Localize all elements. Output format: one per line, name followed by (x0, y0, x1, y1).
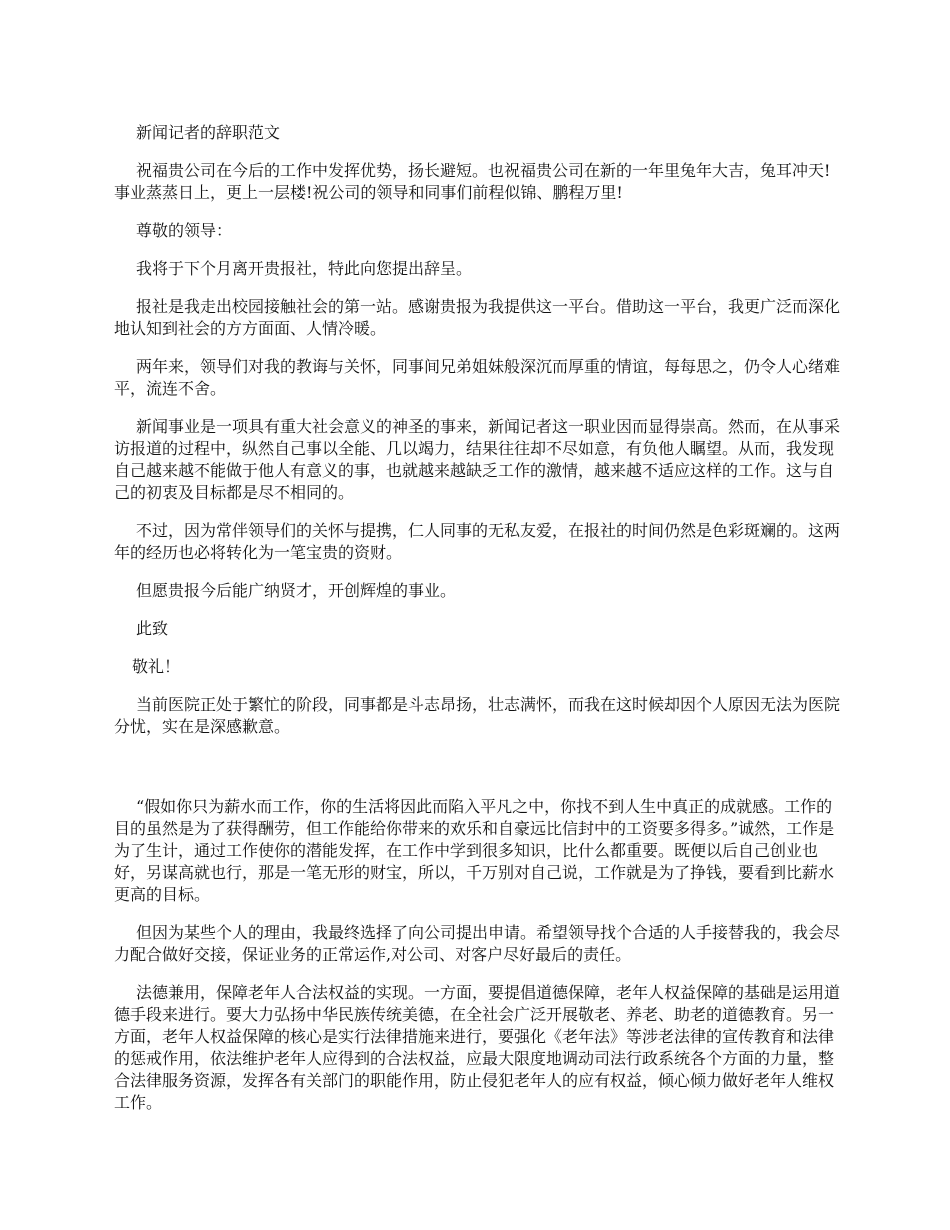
paragraph-cizhi: 此致 (136, 619, 169, 638)
blank-gap (114, 754, 840, 796)
document-body (114, 122, 840, 1130)
paragraph-first-station: 报社是我走出校园接触社会的第一站。感谢贵报为我提供这一平台。借助这一平台，我更广泛而深化地认知到社会的方方面面、人情冷暖。 (114, 297, 841, 338)
paragraph-salary-quote: “假如你只为薪水而工作，你的生活将因此而陷入平凡之中，你找不到人生中真正的成就感。工作的目的虽然是为了获得酬劳，但工作能给你带来的欢乐和自豪远比信封中的工资要多得多。”诚然，工作是为了生计，通过工作使你的潜能发挥，在工作中学到很多知识，比什么都重要。既便以后自己创业也好，另谋高就也行，那是一笔无形的财宝，所以，千万别对自己说，工作就是为了挣钱，要看到比薪水更高的目标。 (114, 797, 835, 904)
paragraph-elderly-rights: 法德兼用，保障老年人合法权益的实现。一方面，要提倡道德保障，老年人权益保障的基础是运用道德手段来进行。要大力弘扬中华民族传统美德，在全社会广泛开展敬老、养老、助老的道德教育。另一方面，老年人权益保障的核心是实行法律措施来进行，要强化《老年法》等涉老法律的宣传教育和法律的惩戒作用，依法维护老年人应得到的合法权益，应最大限度地调动司法行政系统各个方面的力量，整合法律服务资源，发挥各有关部门的职能作用，防止侵犯老年人的应有权益，倾心倾力做好老年人维权工作。 (114, 983, 841, 1112)
paragraph-greeting: 尊敬的领导： (136, 221, 233, 240)
paragraph-jingli: 敬礼！ (132, 657, 181, 676)
paragraph-personal-reason: 但因为某些个人的理由，我最终选择了向公司提出申请。希望领导找个合适的人手接替我的，我会尽力配合做好交接，保证业务的正常运作,对公司、对客户尽好最后的责任。 (114, 923, 841, 964)
paragraph-resignation-notice: 我将于下个月离开贵报社，特此向您提出辞呈。 (136, 259, 473, 278)
document-title: 新闻记者的辞职范文 (136, 123, 281, 142)
paragraph-hospital: 当前医院正处于繁忙的阶段，同事都是斗志昂扬，壮志满怀，而我在这时候却因个人原因无法为医院分忧，实在是深感歉意。 (114, 695, 841, 736)
paragraph-blessing: 祝福贵公司在今后的工作中发挥优势，扬长避短。也祝福贵公司在新的一年里兔年大吉，兔耳冲天!事业蒸蒸日上，更上一层楼!祝公司的领导和同事们前程似锦、鹏程万里! (114, 161, 831, 202)
paragraph-two-years: 两年来，领导们对我的教诲与关怀，同事间兄弟姐妹般深沉而厚重的情谊，每每思之，仍令人心绪难平，流连不舍。 (114, 357, 841, 398)
paragraph-gratitude: 不过，因为常伴领导们的关怀与提携，仁人同事的无私友爱，在报社的时间仍然是色彩斑斓的。这两年的经历也必将转化为一笔宝贵的资财。 (114, 521, 841, 562)
paragraph-journalism: 新闻事业是一项具有重大社会意义的神圣的事来，新闻记者这一职业因而显得崇高。然而，在从事采访报道的过程中，纵然自己事以全能、几以竭力，结果往往却不尽如意，有负他人瞩望。从而，我发现自己越来越不能做于他人有意义的事，也就越来越缺乏工作的激情，越来越不适应这样的工作。这与自己的初衷及目标都是尽不相同的。 (114, 417, 841, 502)
paragraph-wish: 但愿贵报今后能广纳贤才，开创辉煌的事业。 (136, 581, 457, 600)
